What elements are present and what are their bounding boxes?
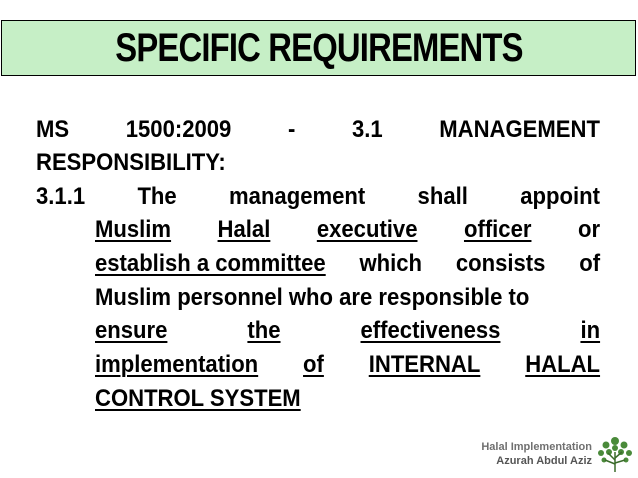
footer-line-2: Azurah Abdul Aziz xyxy=(496,455,592,467)
clause-word-underlined: in xyxy=(580,317,601,344)
clause-word: of xyxy=(579,250,601,277)
clause-word: appoint xyxy=(520,183,600,210)
clause-line-3 xyxy=(95,247,600,280)
clause-line-5 xyxy=(95,314,600,347)
clause-word-underlined: of xyxy=(303,351,324,378)
clause-word: which xyxy=(359,250,423,277)
clause-word-underlined: executive xyxy=(316,216,418,243)
tree-logo-icon xyxy=(594,432,636,474)
clause-word-underlined: the xyxy=(247,317,281,344)
clause-line-4: Muslim personnel who are responsible to xyxy=(95,284,530,311)
slide-title: SPECIFIC REQUIREMENTS xyxy=(115,25,523,70)
clause-phrase-underlined: establish a committee xyxy=(95,250,326,277)
clause-word-underlined: ensure xyxy=(95,317,168,344)
footer-line-1: Halal Implementation xyxy=(481,441,592,453)
clause-line-2 xyxy=(95,213,600,246)
clause-word-underlined: HALAL xyxy=(525,351,601,378)
heading-word: MS xyxy=(36,116,70,143)
heading-word: 1500:2009 xyxy=(125,116,232,143)
clause-word-underlined: Muslim xyxy=(95,216,172,243)
clause-word-underlined: INTERNAL xyxy=(368,351,481,378)
heading-line-1 xyxy=(36,113,600,146)
clause-word-underlined: implementation xyxy=(95,351,259,378)
heading-line-2: RESPONSIBILITY: xyxy=(36,149,226,176)
clause-line-7: CONTROL SYSTEM xyxy=(95,385,301,412)
clause-line-1 xyxy=(36,180,600,213)
footer-credit xyxy=(481,440,592,468)
clause-word: shall xyxy=(417,183,468,210)
clause-word: or xyxy=(577,216,601,243)
heading-word: - xyxy=(287,116,296,143)
clause-number: 3.1.1 xyxy=(36,183,86,210)
clause-word-underlined: effectiveness xyxy=(360,317,501,344)
clause-word: consists xyxy=(455,250,546,277)
clause-word-underlined: officer xyxy=(463,216,532,243)
clause-word-underlined: Halal xyxy=(217,216,271,243)
heading-word: 3.1 xyxy=(351,116,383,143)
clause-word: The xyxy=(137,183,177,210)
heading-word: MANAGEMENT xyxy=(439,116,600,143)
clause-line-6 xyxy=(95,348,600,381)
clause-word: management xyxy=(229,183,366,210)
